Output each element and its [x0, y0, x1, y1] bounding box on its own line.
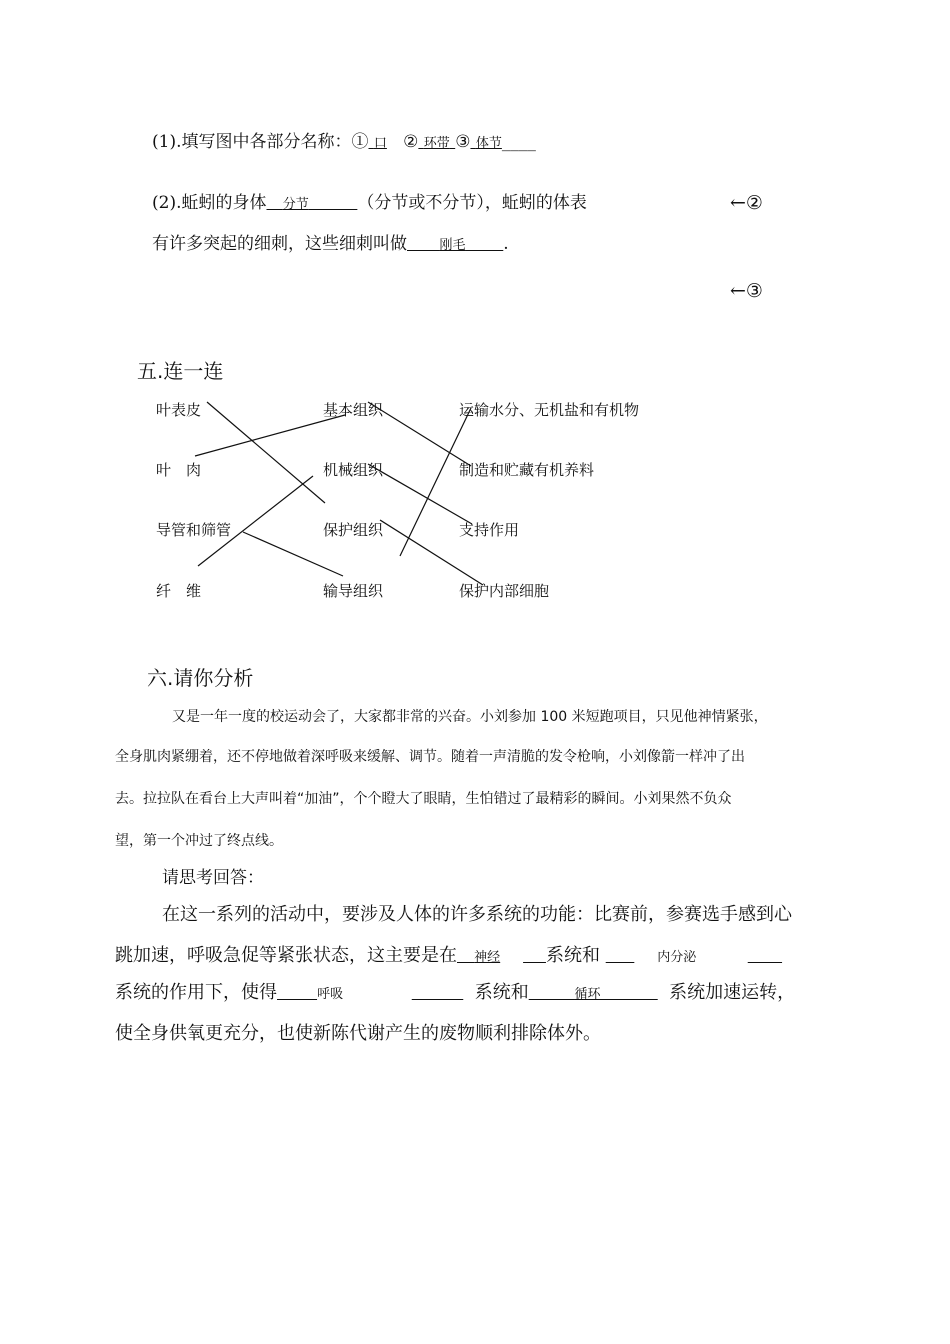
answer-line-1: 在这一系列的活动中，要涉及人体的许多系统的功能：比赛前，参赛选手感到心 — [162, 904, 792, 925]
arrow-label-2: ←② — [730, 192, 763, 214]
match-left-item: 叶 肉 — [156, 461, 202, 479]
passage-line: 全身肌肉紧绷着，还不停地做着深呼吸来缓解、调节。随着一声清脆的发令枪响，小刘像箭一样冲了出 — [115, 749, 745, 765]
answer-line-4: 使全身供氧更充分，也使新陈代谢产生的废物顺利排除体外。 — [115, 1023, 601, 1044]
q2-blank-1: 分节 — [282, 197, 309, 212]
q1-marker-3: ③ — [455, 132, 471, 152]
match-right-item: 运输水分、无机盐和有机物 — [459, 401, 640, 419]
match-left-item: 叶表皮 — [156, 401, 202, 419]
q1-answer-2: 环带 — [423, 136, 450, 151]
match-line — [207, 402, 325, 503]
match-right-item: 支持作用 — [459, 521, 520, 539]
match-middle-item: 保护组织 — [323, 521, 384, 539]
match-left-item: 导管和筛管 — [156, 521, 232, 539]
match-line — [243, 532, 343, 576]
passage-line: 望，第一个冲过了终点线。 — [115, 833, 283, 849]
match-line — [400, 408, 471, 556]
q2-prefix: (2).蚯蚓的身体 — [152, 193, 267, 213]
answer-blank-4: 循环 — [574, 987, 601, 1002]
q1-answer-1: 口 — [373, 136, 387, 151]
answer-line-2 — [115, 941, 782, 967]
answer-line-3 — [115, 978, 795, 1004]
match-right-item: 保护内部细胞 — [459, 582, 550, 600]
match-line — [368, 402, 471, 466]
answer-blank-1: 神经 — [474, 950, 501, 965]
q1-marker-2: ② — [403, 132, 419, 152]
match-middle-item: 机械组织 — [323, 461, 384, 479]
match-line — [195, 415, 345, 456]
section-5-title: 五.连一连 — [137, 359, 224, 383]
think-prompt: 请思考回答： — [162, 868, 264, 888]
q2-suffix: （分节或不分节），蚯蚓的体表 — [357, 193, 587, 213]
passage-line: 又是一年一度的校运动会了，大家都非常的兴奋。小刘参加 100 米短跑项目，只见他神情紧张， — [172, 709, 768, 725]
q2-line2-suffix: . — [503, 234, 509, 254]
answer-line-3-b: 系统和 — [474, 982, 529, 1003]
answer-line-2-b: 系统和 — [545, 945, 600, 966]
q1-answer-3: 体节 — [475, 136, 502, 151]
match-line — [198, 476, 313, 566]
q2-blank-2: 刚毛 — [439, 238, 466, 253]
arrow-label-3: ←③ — [730, 280, 763, 302]
match-left-item: 纤 维 — [156, 582, 202, 600]
match-line — [380, 520, 483, 585]
q2-line2-prefix: 有许多突起的细刺，这些细刺叫做 — [152, 234, 407, 254]
match-middle-item: 输导组织 — [323, 582, 384, 600]
answer-line-2-a: 跳加速，呼吸急促等紧张状态，这主要是在 — [115, 945, 457, 966]
answer-blank-3: 呼吸 — [317, 987, 344, 1002]
match-middle-item: 基本组织 — [323, 401, 384, 419]
passage-line: 去。拉拉队在看台上大声叫着“加油”，个个瞪大了眼睛，生怕错过了最精彩的瞬间。小刘果然不负众 — [115, 791, 732, 807]
answer-line-3-a: 系统的作用下，使得 — [115, 982, 277, 1003]
section-6-title: 六.请你分析 — [147, 666, 254, 690]
answer-line-3-c: 系统加速运转， — [669, 982, 796, 1003]
answer-blank-2: 内分泌 — [657, 950, 697, 965]
q1-tail: ____ — [501, 132, 536, 152]
q1-prefix: (1).填写图中各部分名称：① — [152, 132, 369, 152]
match-right-item: 制造和贮藏有机养料 — [459, 461, 595, 479]
